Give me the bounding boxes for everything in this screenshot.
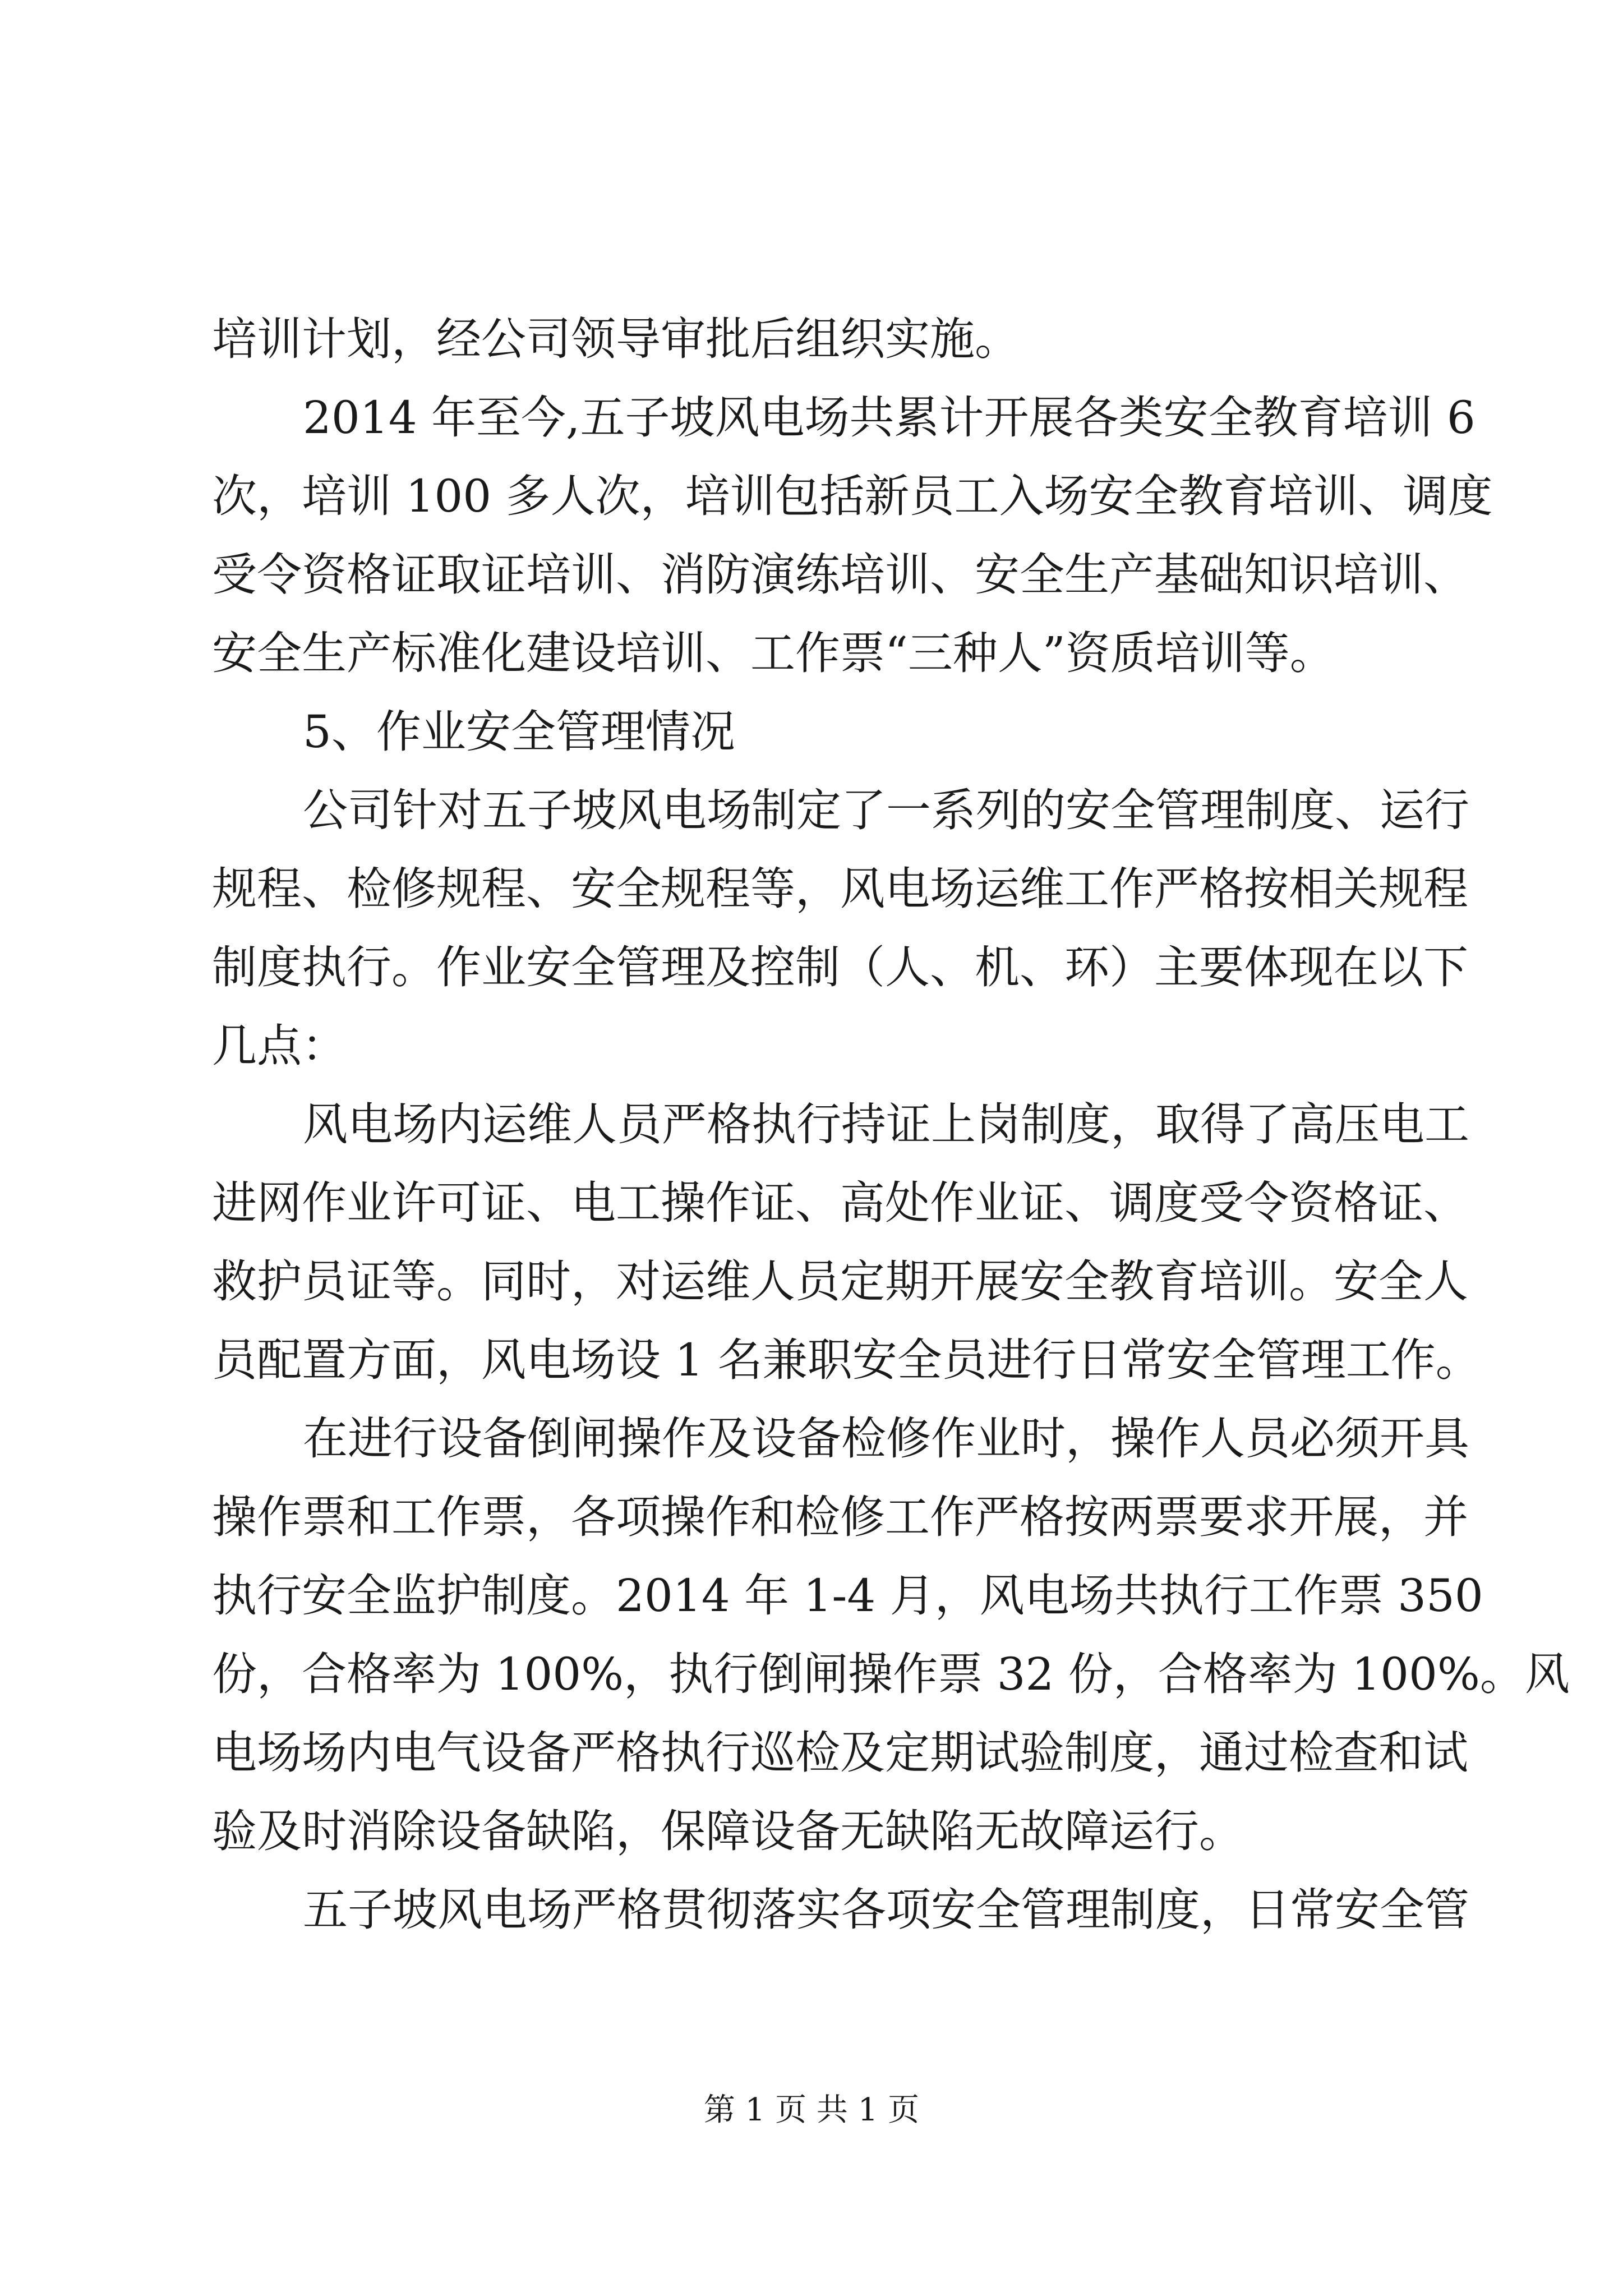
paragraph-line: 培训计划，经公司领导审批后组织实施。 xyxy=(212,313,1020,365)
text-line xyxy=(0,614,1623,693)
text-line xyxy=(0,1478,1623,1557)
paragraph-line: 电场场内电气设备严格执行巡检及定期试验制度，通过检查和试 xyxy=(212,1727,1468,1779)
text-line xyxy=(0,1321,1623,1400)
text-line xyxy=(0,1007,1623,1085)
paragraph-line: 救护员证等。同时，对运维人员定期开展安全教育培训。安全人 xyxy=(212,1255,1468,1308)
text-line xyxy=(0,1164,1623,1243)
text-line xyxy=(0,928,1623,1007)
paragraph-line: 2014 年至今,五子坡风电场共累计开展各类安全教育培训 6 xyxy=(303,392,1476,444)
text-line xyxy=(0,1635,1623,1714)
text-line xyxy=(0,771,1623,850)
section-heading xyxy=(0,693,1623,771)
paragraph-line: 验及时消除设备缺陷，保障设备无缺陷无故障运行。 xyxy=(212,1805,1244,1857)
page-number: 第 1 页 共 1 页 xyxy=(703,2092,920,2128)
paragraph-line: 规程、检修规程、安全规程等，风电场运维工作严格按相关规程 xyxy=(212,863,1468,915)
page-footer xyxy=(0,2088,1623,2133)
text-line xyxy=(0,1085,1623,1164)
paragraph-line: 执行安全监护制度。2014 年 1-4 月，风电场共执行工作票 350 xyxy=(212,1570,1483,1622)
paragraph-line: 操作票和工作票，各项操作和检修工作严格按两票要求开展，并 xyxy=(212,1491,1468,1543)
text-line xyxy=(0,1243,1623,1321)
text-line xyxy=(0,379,1623,457)
paragraph-line: 风电场内运维人员严格执行持证上岗制度，取得了高压电工 xyxy=(303,1098,1469,1151)
text-line xyxy=(0,1400,1623,1478)
text-line xyxy=(0,536,1623,614)
paragraph-line: 受令资格证取证培训、消防演练培训、安全生产基础知识培训、 xyxy=(212,549,1468,601)
section-heading-text: 5、作业安全管理情况 xyxy=(303,706,735,758)
text-line xyxy=(0,850,1623,928)
text-line xyxy=(0,300,1623,379)
text-line xyxy=(0,1714,1623,1792)
paragraph-line: 份，合格率为 100%，执行倒闸操作票 32 份，合格率为 100%。风 xyxy=(212,1648,1570,1700)
paragraph-line: 在进行设备倒闸操作及设备检修作业时，操作人员必须开具 xyxy=(303,1412,1469,1465)
paragraph-line: 员配置方面，风电场设 1 名兼职安全员进行日常安全管理工作。 xyxy=(212,1334,1481,1386)
paragraph-line: 公司针对五子坡风电场制定了一系列的安全管理制度、运行 xyxy=(303,784,1469,836)
text-line xyxy=(0,1871,1623,1949)
paragraph-line: 进网作业许可证、电工操作证、高处作业证、调度受令资格证、 xyxy=(212,1177,1468,1229)
paragraph-line: 安全生产标准化建设培训、工作票“三种人”资质培训等。 xyxy=(212,627,1335,679)
paragraph-line: 制度执行。作业安全管理及控制（人、机、环）主要体现在以下 xyxy=(212,941,1468,993)
paragraph-line: 五子坡风电场严格贯彻落实各项安全管理制度，日常安全管 xyxy=(303,1884,1469,1936)
text-line xyxy=(0,1792,1623,1871)
paragraph-line: 次，培训 100 多人次，培训包括新员工入场安全教育培训、调度 xyxy=(212,470,1493,522)
text-line xyxy=(0,457,1623,536)
text-line xyxy=(0,1557,1623,1635)
paragraph-line: 几点： xyxy=(212,1020,347,1072)
